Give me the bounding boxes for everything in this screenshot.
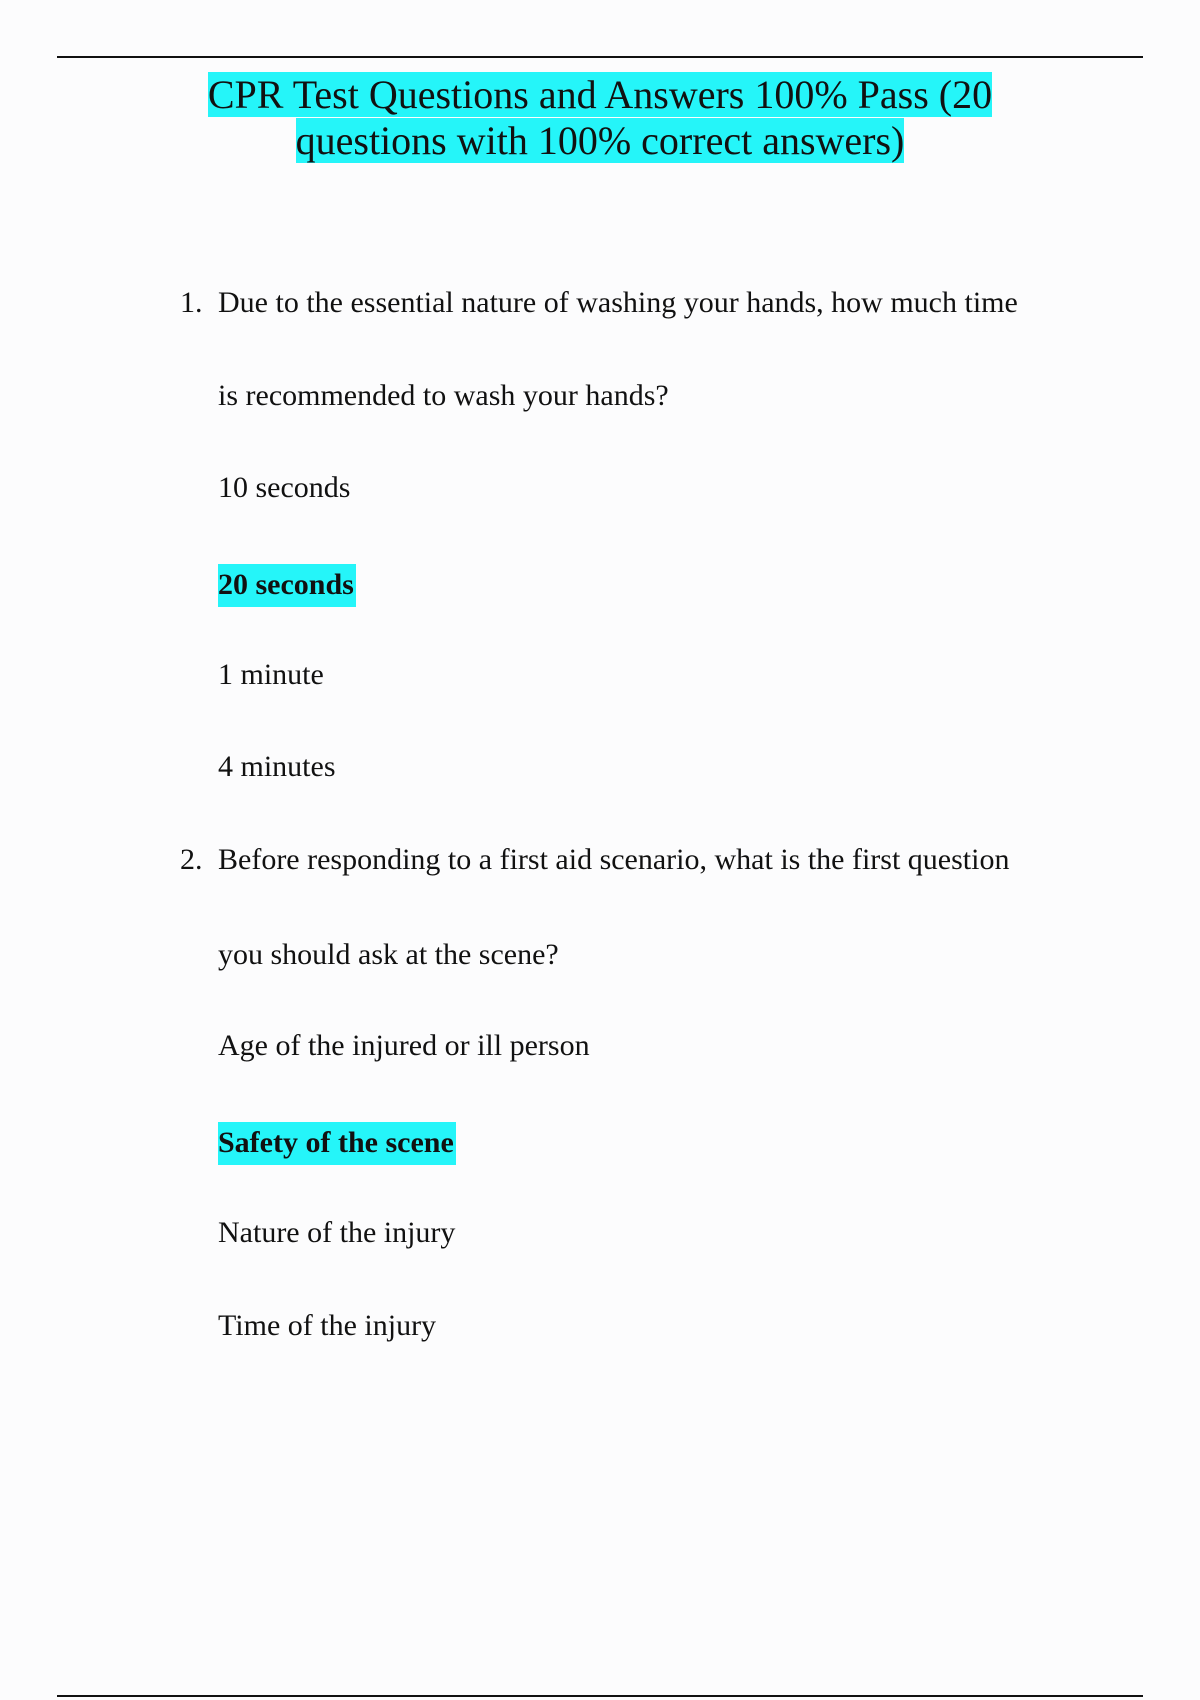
answer-option: Age of the injured or ill person: [218, 1029, 590, 1062]
question-number: 1.: [180, 286, 203, 319]
question-text-line: Before responding to a first aid scenario, what is the first question: [218, 843, 1010, 876]
answer-option: 1 minute: [218, 658, 324, 691]
answer-option: Nature of the injury: [218, 1216, 456, 1249]
question-text-line: is recommended to wash your hands?: [218, 379, 669, 412]
question-text-line: Due to the essential nature of washing your hands, how much time: [218, 286, 1018, 319]
correct-answer-option: 20 seconds: [218, 564, 356, 607]
document-title: [0, 72, 1200, 164]
correct-answer-option: Safety of the scene: [218, 1122, 456, 1165]
answer-option: 4 minutes: [218, 750, 336, 783]
question-text-line: you should ask at the scene?: [218, 938, 559, 971]
answer-option: Time of the injury: [218, 1309, 437, 1342]
title-line-1: CPR Test Questions and Answers 100% Pass (20: [207, 72, 993, 117]
bottom-rule: [57, 1695, 1143, 1697]
answer-option: 10 seconds: [218, 471, 351, 504]
top-rule: [57, 56, 1143, 58]
question-number: 2.: [180, 843, 203, 876]
title-line-2: questions with 100% correct answers): [295, 118, 905, 163]
